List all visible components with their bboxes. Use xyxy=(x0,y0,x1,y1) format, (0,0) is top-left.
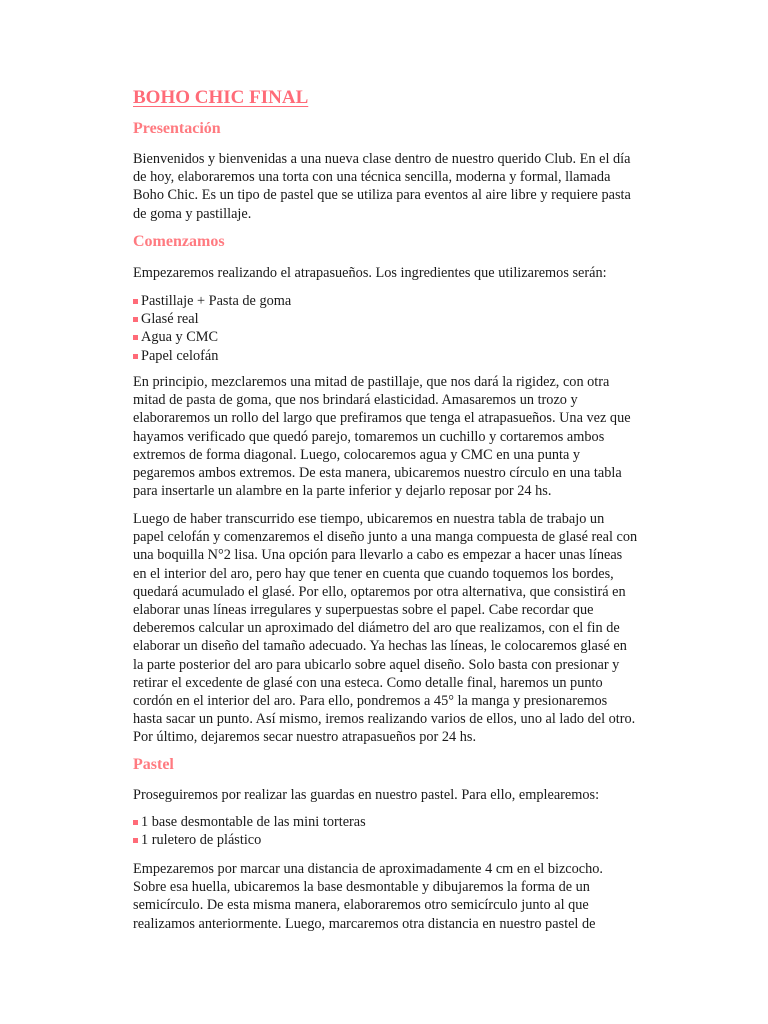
list-item xyxy=(133,292,291,310)
pastel-paragraph-1: Empezaremos por marcar una distancia de aproximadamente 4 cm en el bizcocho. Sobre esa huella, ubicaremos la base desmontable y dibujaremos la forma de un semicírculo. De esta misma manera, elaboraremos otro semicírculo junto al que realizamos anteriormente. Luego, marcaremos otra distancia en nuestro pastel de xyxy=(133,861,604,932)
presentacion-paragraph: Bienvenidos y bienvenidas a una nueva clase dentro de nuestro querido Club. En el día de hoy, elaboraremos una torta con una técnica sencilla, moderna y formal, llamada Boho Chic. Es un tipo de pastel que se utiliza para eventos al aire libre y requiere pasta de goma y pastillaje. xyxy=(133,151,631,222)
bullet-square-icon xyxy=(133,317,138,322)
section-heading-comenzamos: Comenzamos xyxy=(133,233,225,250)
list-item-text: Pastillaje + Pasta de goma xyxy=(141,293,292,309)
list-item-text: 1 ruletero de plástico xyxy=(141,832,262,849)
bullet-square-icon xyxy=(133,838,138,843)
comenzamos-paragraph-2: Luego de haber transcurrido ese tiempo, ubicaremos en nuestra tabla de trabajo un papel celofán y comenzaremos el diseño junto a una manga compuesta de glasé real con una boquilla N°2 lisa. Una opción para llevarlo a cabo es empezar a hacer unas líneas en el interior del aro, pero hay que tener en cuenta que cuando toquemos los bordes, quedará acumulado el glasé. Por ello, optaremos por otra alternativa, que consistirá en elaborar unas líneas irregulares y superpuestas sobre el papel. Cabe recordar que deberemos calcular un aproximado del diámetro del aro que realizamos, con el fin de elaborar un diseño del tamaño adecuado. Ya hechas las líneas, le colocaremos glasé en la parte posterior del aro para ubicarlo sobre aquel diseño. Solo basta con presionar y retirar el excedente de glasé con una esteca. Como detalle final, haremos un punto cordón en el interior del aro. Para ello, pondremos a 45° la manga y presionaremos hasta sacar un punto. Así mismo, iremos realizando varios de ellos, uno al lado del otro. Por último, dejaremos secar nuestro atrapasueños por 24 hs. xyxy=(133,511,638,746)
bullet-square-icon xyxy=(133,820,138,825)
list-item xyxy=(133,328,291,346)
list-item xyxy=(133,831,366,849)
bullet-square-icon xyxy=(133,299,138,304)
comenzamos-paragraph-1: En principio, mezclaremos una mitad de pastillaje, que nos dará la rigidez, con otra mitad de pasta de goma, que nos brindará elasticidad. Amasaremos un trozo y elaboraremos un rollo del largo que prefiramos que tenga el atrapasueños. Una vez que hayamos verificado que quedó parejo, tomaremos un cuchillo y cortaremos ambos extremos de forma diagonal. Luego, colocaremos agua y CMC en una punta y pegaremos ambos extremos. De esta manera, ubicaremos nuestro círculo en una tabla para insertarle un alambre en la parte inferior y dejarlo reposar por 24 hs. xyxy=(133,374,631,500)
bullet-square-icon xyxy=(133,354,138,359)
bullet-square-icon xyxy=(133,335,138,340)
list-item-text: 1 base desmontable de las mini torteras xyxy=(141,814,366,830)
list-item-text: Agua y CMC xyxy=(141,329,219,346)
document-title: BOHO CHIC FINAL xyxy=(133,87,309,108)
list-item xyxy=(133,347,291,365)
list-item xyxy=(133,310,291,328)
tools-list xyxy=(133,813,366,849)
list-item xyxy=(133,813,366,831)
comenzamos-intro: Empezaremos realizando el atrapasueños. Los ingredientes que utilizaremos serán: xyxy=(133,265,607,281)
section-heading-presentacion: Presentación xyxy=(133,120,221,137)
ingredients-list xyxy=(133,292,291,365)
pastel-intro: Proseguiremos por realizar las guardas en nuestro pastel. Para ello, emplearemos: xyxy=(133,787,600,803)
list-item-text: Glasé real xyxy=(141,311,199,328)
list-item-text: Papel celofán xyxy=(141,347,219,364)
section-heading-pastel: Pastel xyxy=(133,756,174,773)
